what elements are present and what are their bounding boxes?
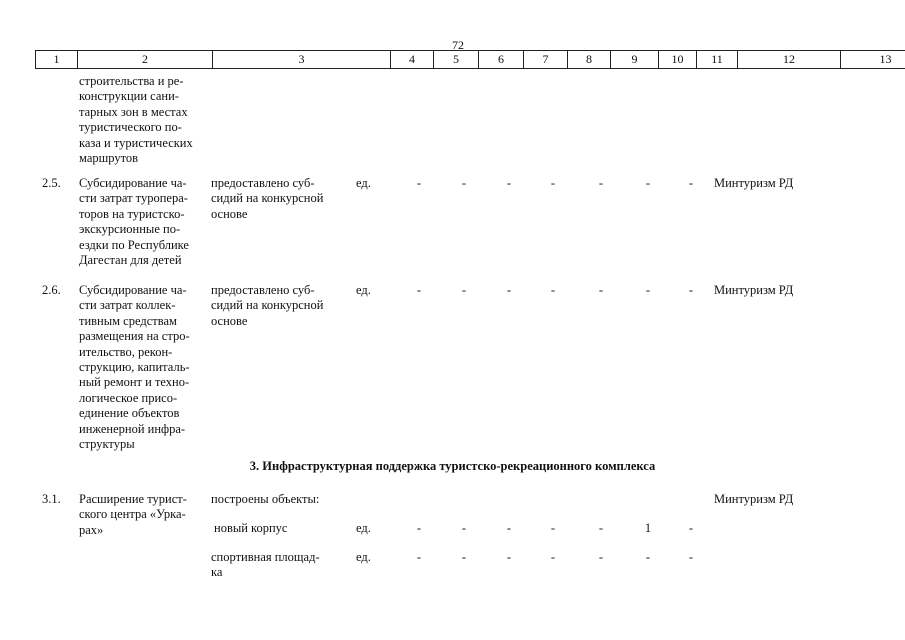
- value-cell: -: [645, 550, 651, 564]
- subrow-indicator: новый корпус: [214, 521, 288, 535]
- text-line: предоставлено суб-: [211, 176, 315, 190]
- text-line: маршрутов: [79, 151, 139, 166]
- value-cell: -: [461, 550, 467, 564]
- column-number: 12: [738, 51, 841, 69]
- text-line: предоставлено суб-: [211, 283, 315, 297]
- value-cell: -: [416, 283, 422, 297]
- column-number: 11: [697, 51, 738, 69]
- value-cell: -: [416, 176, 422, 190]
- text-line: торов на туристско-: [79, 206, 185, 221]
- value-cell: -: [688, 550, 694, 564]
- column-number: 13: [841, 51, 905, 69]
- row-indicator: [211, 283, 331, 329]
- value-cell: -: [688, 521, 694, 535]
- value-cell: -: [416, 550, 422, 564]
- column-number: 8: [568, 51, 611, 69]
- value-cell: -: [598, 550, 604, 564]
- text-line: туристического по-: [79, 120, 182, 135]
- text-line: тарных зон в местах: [79, 104, 188, 119]
- text-line: единение объектов: [79, 406, 180, 421]
- row-unit: ед.: [356, 176, 371, 190]
- column-number: 10: [659, 51, 697, 69]
- column-number: 3: [213, 51, 391, 69]
- column-number: 7: [524, 51, 568, 69]
- value-cell: -: [550, 176, 556, 190]
- column-number: 2: [78, 51, 213, 69]
- value-cell: -: [506, 176, 512, 190]
- column-number: 9: [611, 51, 659, 69]
- value-cell: -: [550, 521, 556, 535]
- row-number: 2.5.: [42, 176, 61, 190]
- text-line: основе: [211, 313, 248, 328]
- row-number: 2.6.: [42, 283, 61, 297]
- value-cell: -: [461, 176, 467, 190]
- value-cell: -: [550, 550, 556, 564]
- value-cell: -: [461, 521, 467, 535]
- column-number: 1: [36, 51, 78, 69]
- text-line: ского центра «Урка-: [79, 507, 186, 522]
- text-line: сидий на конкурсной: [211, 191, 324, 206]
- row-description: [79, 283, 205, 452]
- text-line: ездки по Республике: [79, 237, 189, 252]
- row-unit: ед.: [356, 283, 371, 297]
- value-cell: -: [598, 176, 604, 190]
- text-line: ка: [211, 565, 223, 580]
- value-cell: -: [688, 283, 694, 297]
- value-cell: -: [645, 283, 651, 297]
- text-line: Субсидирование ча-: [79, 176, 187, 190]
- text-line: строительства и ре-: [79, 74, 184, 88]
- continuation-description: [79, 74, 205, 166]
- text-line: сти затрат туропера-: [79, 191, 188, 206]
- text-line: Дагестан для детей: [79, 253, 182, 268]
- row-executor: Минтуризм РД: [714, 176, 794, 190]
- subrow-indicator: [211, 550, 331, 581]
- value-cell: -: [645, 176, 651, 190]
- value-cell: -: [506, 283, 512, 297]
- column-number: 4: [391, 51, 434, 69]
- text-line: спортивная площад-: [211, 550, 320, 564]
- value-cell: -: [688, 176, 694, 190]
- text-line: тивным средствам: [79, 313, 177, 328]
- text-line: инженерной инфра-: [79, 421, 186, 436]
- text-line: конструкции сани-: [79, 89, 179, 104]
- value-cell: -: [416, 521, 422, 535]
- text-line: ительство, рекон-: [79, 344, 173, 359]
- text-line: Субсидирование ча-: [79, 283, 187, 297]
- text-line: сидий на конкурсной: [211, 298, 324, 313]
- value-cell: -: [506, 521, 512, 535]
- text-line: каза и туристических: [79, 135, 193, 150]
- text-line: основе: [211, 206, 248, 221]
- text-line: размещения на стро-: [79, 329, 190, 344]
- text-line: логическое присо-: [79, 390, 178, 405]
- row-indicator-header: построены объекты:: [211, 492, 320, 506]
- text-line: Расширение турист-: [79, 492, 187, 506]
- value-cell: -: [598, 521, 604, 535]
- text-line: ный ремонт и техно-: [79, 375, 190, 390]
- row-executor: Минтуризм РД: [714, 492, 794, 506]
- value-cell: -: [461, 283, 467, 297]
- column-number-header: [35, 50, 905, 69]
- row-unit: ед.: [356, 550, 371, 564]
- row-indicator: [211, 176, 331, 222]
- value-cell: -: [506, 550, 512, 564]
- column-number: 5: [434, 51, 479, 69]
- row-executor: Минтуризм РД: [714, 283, 794, 297]
- text-line: рах»: [79, 522, 104, 537]
- text-line: экскурсионные по-: [79, 222, 181, 237]
- text-line: структуры: [79, 437, 135, 452]
- section-title: 3. Инфраструктурная поддержка туристско-рекреационного комплекса: [249, 459, 656, 473]
- text-line: сти затрат коллек-: [79, 298, 176, 313]
- value-cell: 1: [644, 521, 652, 535]
- row-number: 3.1.: [42, 492, 61, 506]
- value-cell: -: [598, 283, 604, 297]
- text-line: струкцию, капиталь-: [79, 360, 190, 375]
- value-cell: -: [550, 283, 556, 297]
- column-number: 6: [479, 51, 524, 69]
- row-description: [79, 492, 205, 538]
- row-unit: ед.: [356, 521, 371, 535]
- row-description: [79, 176, 205, 268]
- page-number: 72: [452, 38, 464, 52]
